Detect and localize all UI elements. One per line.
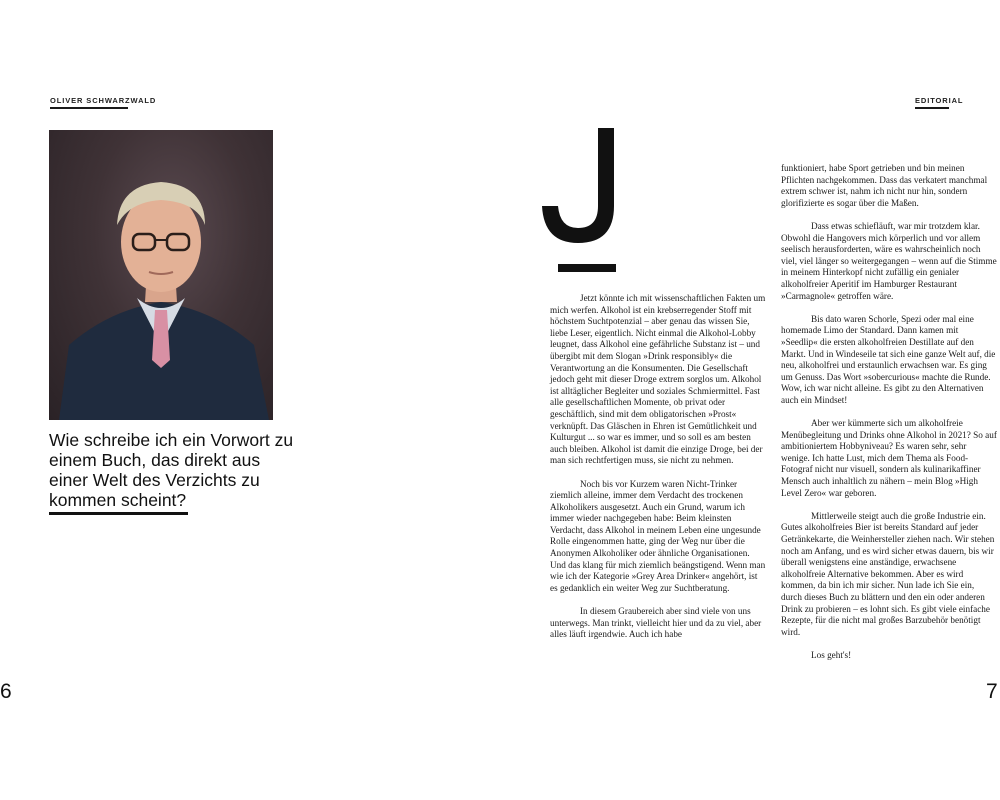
page-number-right: 7 — [986, 680, 998, 703]
portrait-photo — [49, 130, 273, 420]
paragraph: Noch bis vor Kurzem waren Nicht-Trinker ziemlich alleine, immer dem Verdacht des trockenen Alkoholikers ausgesetzt. Auch ein Grund, warum ich immer wieder nachgegeben habe: Beim kleinsten Verdacht, dass Alkohol in meinem Leben eine ungesunde Rolle eingenommen hatte, ging der Weg nur über die Anonymen Alkoholiker oder ähnliche Organisationen. Und das klang für mich ziemlich beängstigend. Wenn man wie ich der Kategorie »Grey Area Drinker« angehört, ist es gedanklich ein weiter Weg zur Suchtberatung. — [550, 478, 766, 593]
body-column-right — [781, 163, 997, 673]
portrait-illustration — [49, 130, 273, 420]
section-label: EDITORIAL — [915, 96, 964, 105]
author-underline — [50, 107, 128, 109]
paragraph: In diesem Graubereich aber sind viele von uns unterwegs. Man trinkt, vielleicht hier und da zu viel, aber alles läuft irgendwie. Auch ich habe — [550, 606, 762, 640]
author-name: OLIVER SCHWARZWALD — [50, 96, 157, 105]
section-underline — [915, 107, 949, 109]
paragraph: Jetzt könnte ich mit wissenschaftlichen Fakten um mich werfen. Alkohol ist ein krebserregender Stoff mit höchstem Suchtpotenzial – aber genau das wissen Sie, liebe Leser, eigentlich. Nicht einmal die Alkohol-Lobby leugnet, dass Alkohol eine gefährliche Substanz ist – und übergibt mit dem Slogan »Drink responsibly« die Verantwortung an die Konsumenten. Die Gesellschaft jedoch geht mit dieser Droge extrem sorglos um. Alkohol ist alltäglicher Begleiter und soziales Schmiermittel. Fast alle gesellschaftlichen Momente, ob privat oder geschäftlich, sind mit dem obligatorischen »Prost« verknüpft. Das Gläschen in Ehren ist Gemütlichkeit und Kulturgut ... so war es immer, und so soll es am besten auch bleiben. Alkohol ist damit die einzige Droge, bei der man sich rechtfertigen muss, sie nicht zu nehmen. — [550, 293, 766, 466]
paragraph: Aber wer kümmerte sich um alkoholfreie Menübegleitung und Drinks ohne Alkohol in 2021? So auf ambitioniertem Hobbyniveau? Es waren sehr, sehr wenige. Ich hatte Lust, mich dem Thema als Food-Fotograf nicht nur visuell, sondern als kulinarikaffiner Mensch auch inhaltlich zu nähern – mein Blog »High Level Zero« war geboren. — [781, 418, 997, 498]
paragraph: Mittlerweile steigt auch die große Industrie ein. Gutes alkoholfreies Bier ist bereits Standard auf jeder Getränkekarte, die Weinhersteller ziehen nach. Wir stehen noch am Anfang, und es wird sicher etwas dauern, bis wir überall wenigstens eine anständige, erwachsene alkoholfreie Alternative bekommen. Aber es wird kommen, da bin ich mir sicher. Nun lade ich Sie ein, durch dieses Buch zu blättern und den ein oder anderen Drink zu probieren – es lohnt sich. Es gibt viele einfache Rezepte, für die nicht mal großes Barzubehör benötigt wird. — [781, 510, 995, 637]
paragraph: funktioniert, habe Sport getrieben und bin meinen Pflichten nachgekommen. Dass das verkatert manchmal extrem schwer ist, nahm ich nicht nur hin, sondern glorifizierte es sogar über die Maßen. — [781, 163, 988, 208]
paragraph: Bis dato waren Schorle, Spezi oder mal eine homemade Limo der Standard. Dann kamen mit »Seedlip« die ersten alkoholfreien Destillate auf den Markt. Und in Windeseile tat sich eine ganze Welt auf, die neu, alkoholfrei und erstaunlich erwachsen war. Es ging um Genuss. Das Wort »sobercurious« machte die Runde. Wow, ich war nicht alleine. Es gibt zu den Alternativen auch ein Mindset! — [781, 313, 996, 405]
dropcap-letter — [540, 128, 618, 280]
paragraph: Los geht's! — [811, 649, 852, 660]
body-column-left — [550, 293, 766, 652]
page-number-left: 6 — [0, 680, 12, 703]
paragraph: Dass etwas schiefläuft, war mir trotzdem klar. Obwohl die Hangovers mich körperlich und vor allem seelisch herausforderten, wäre es wahrscheinlich noch viel, viel länger so weitergegangen – wenn auf die Stimme in meinem Hinterkopf nicht zufällig ein genialer alkoholfreier Aperitif im Hamburger Restaurant »Carmagnole« getroffen wäre. — [781, 220, 997, 301]
headline-underline — [49, 512, 188, 515]
headline: Wie schreibe ich ein Vorwort zu einem Buch, das direkt aus einer Welt des Verzichts zu kommen scheint? — [49, 430, 294, 510]
